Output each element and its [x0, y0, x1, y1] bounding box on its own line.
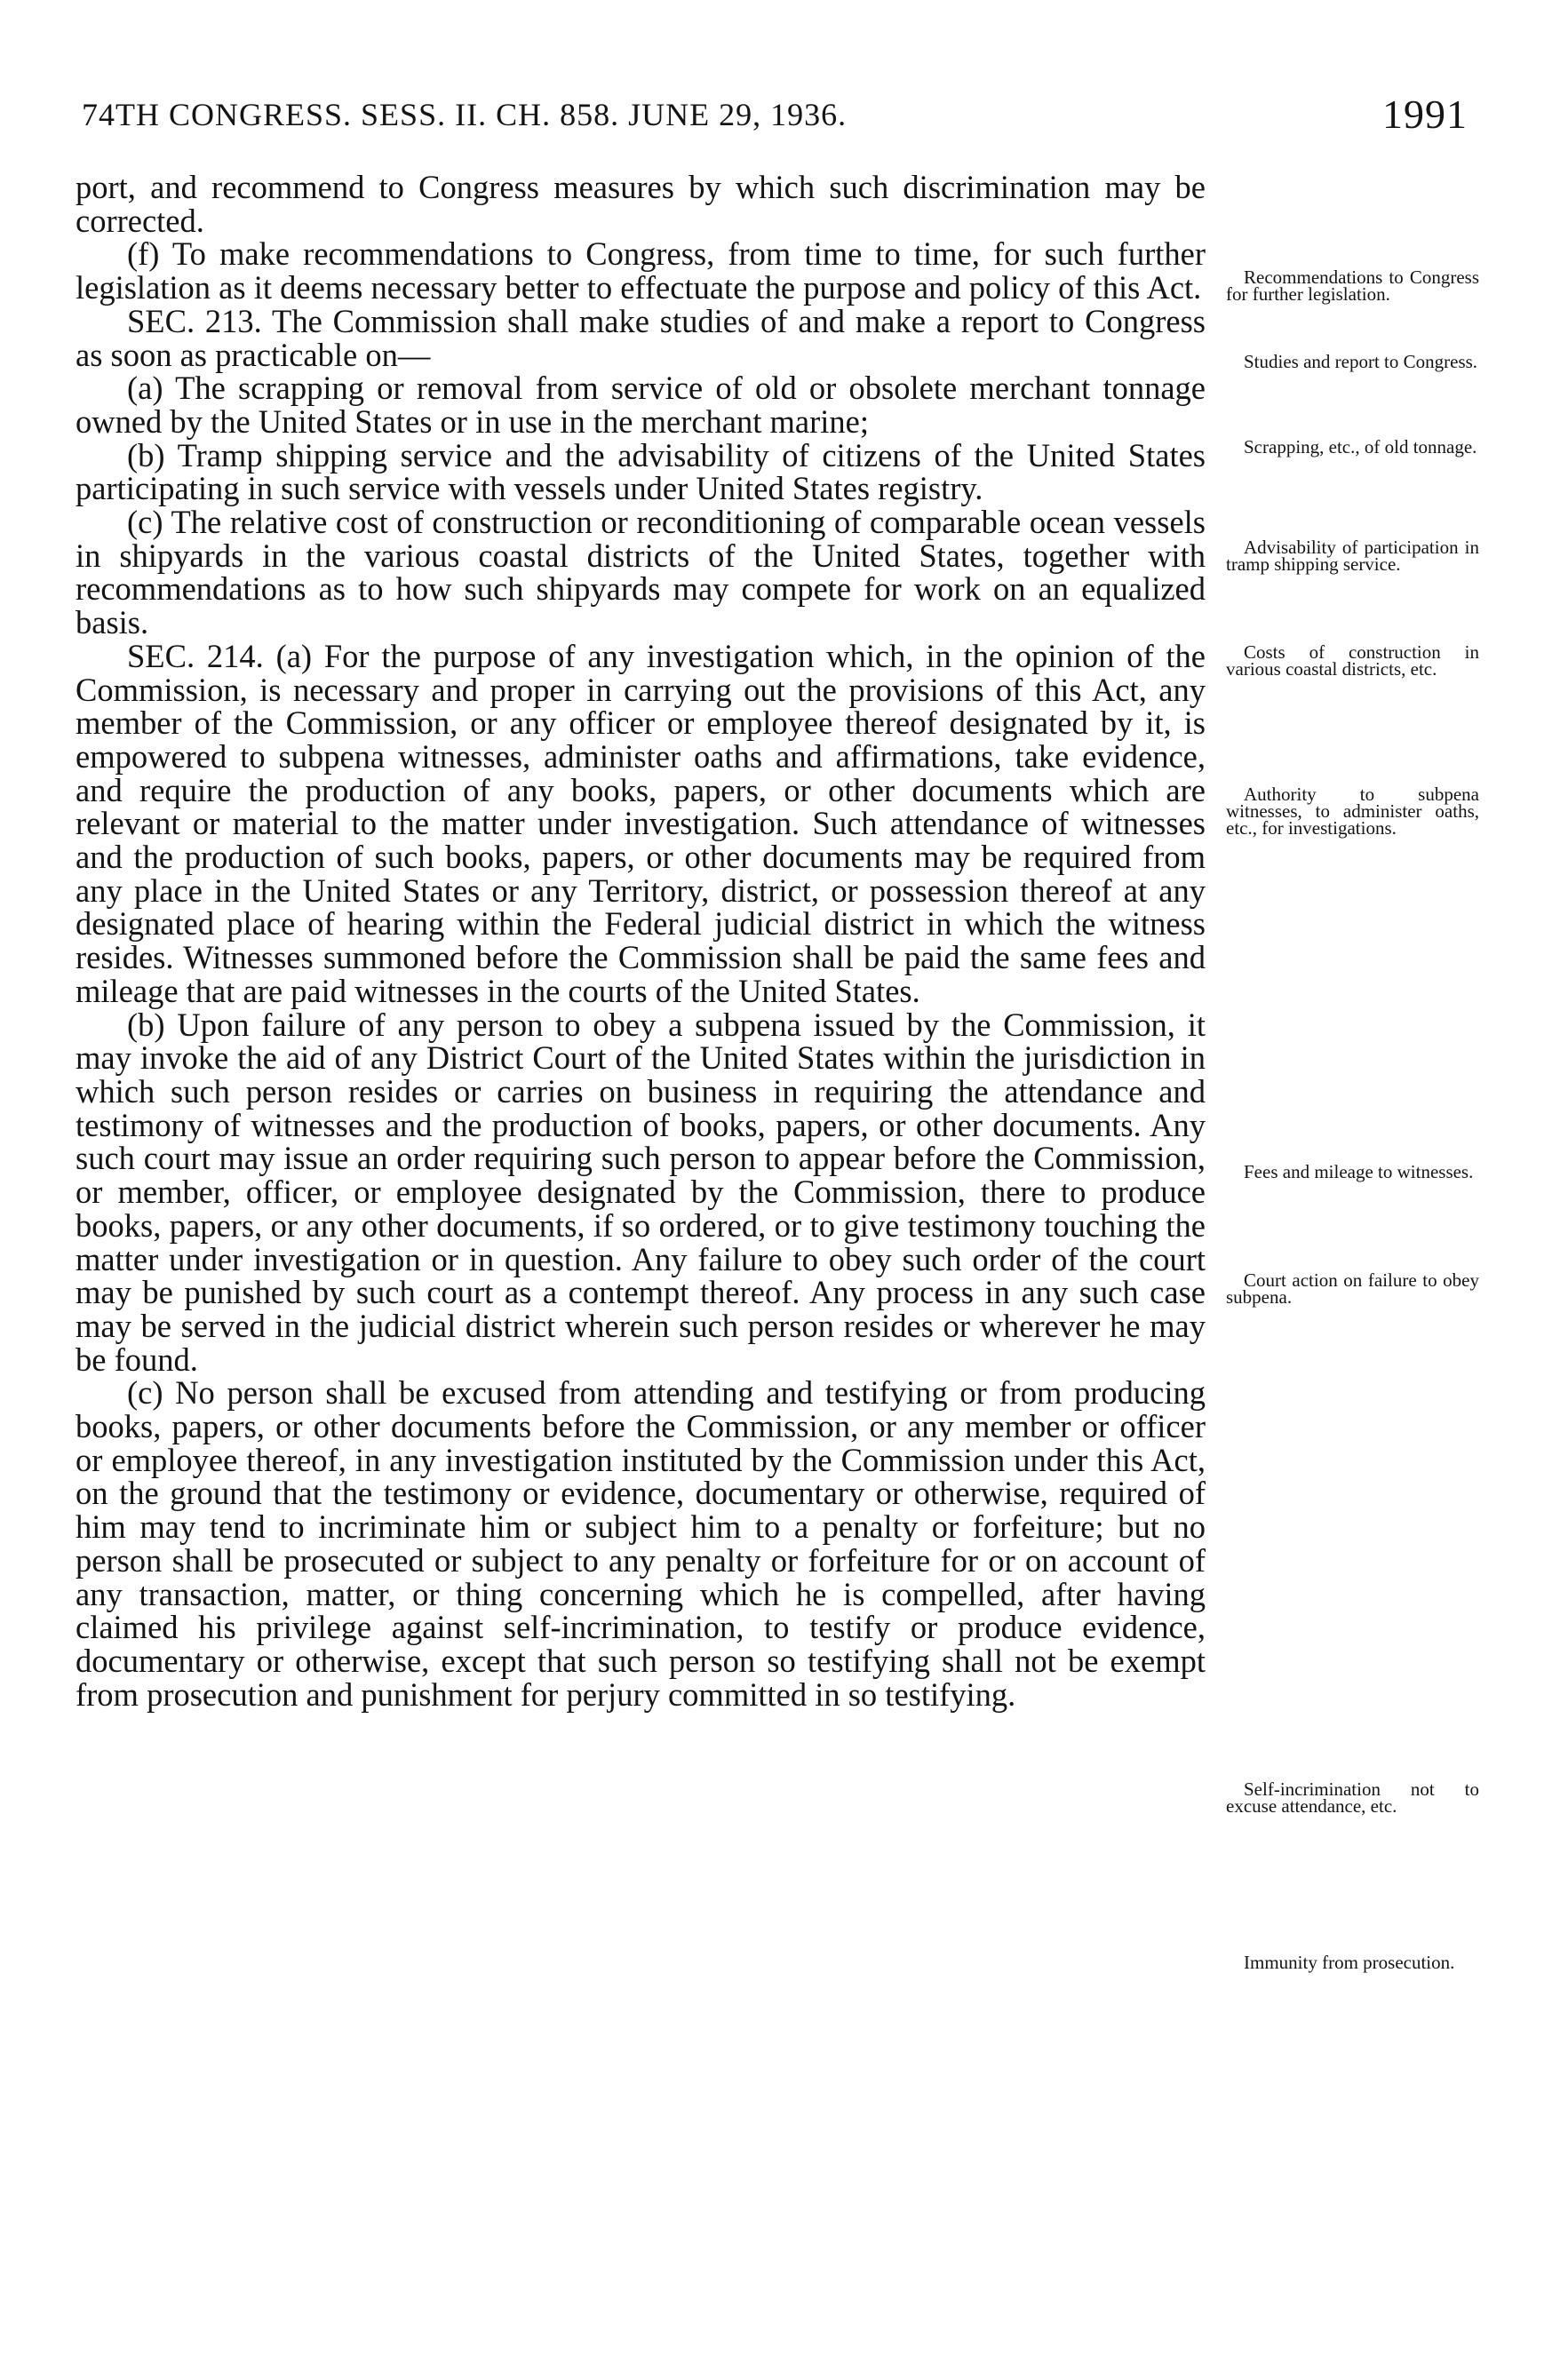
paragraph-b-tramp-shipping: (b) Tramp shipping service and the advisability of citizens of the United States participating in such service with vessels under United States registry. — [76, 436, 1206, 507]
margin-note: Self-incrimination not to excuse attendance, etc. — [1226, 1778, 1479, 1817]
paragraph-f-recommendations: (f) To make recommendations to Congress, from time to time, for such further legislation as it deems necessary better to effectuate the purpose and policy of this Act. — [76, 235, 1206, 306]
section-214 — [76, 637, 1206, 1009]
margin-note: Costs of construction in various coastal districts, etc. — [1226, 641, 1479, 680]
margin-note: Studies and report to Congress. — [1244, 351, 1478, 372]
page-number: 1991 — [1382, 91, 1468, 137]
running-head: 74TH CONGRESS. SESS. II. CH. 858. JUNE 29, 1936. — [82, 97, 848, 132]
section-label: SEC. 214. — [127, 637, 264, 674]
paragraph-b-failure-to-obey: (b) Upon failure of any person to obey a subpena issued by the Commission, it may invoke the aid of any District Court of the United States within the jurisdiction in which such person resides or carries on business in requiring the attendance and testimony of witnesses and the production of books, papers, or other documents. Any such court may issue an order requiring such person to appear before the Commission, or member, officer, or employee designated by the Commission, there to produce books, papers, or any other documents, if so ordered, or to give testimony touching the matter under investigation or in question. Any failure to obey such order of the court may be punished by such court as a contempt thereof. Any process in any such case may be served in the judicial district wherein such person resides or wherever he may be found. — [76, 1006, 1206, 1378]
margin-note: Scrapping, etc., of old tonnage. — [1244, 436, 1477, 457]
section-label: SEC. 213. — [127, 302, 262, 339]
paragraph-a-scrapping: (a) The scrapping or removal from service of old or obsolete merchant tonnage owned by the United States or in use in the merchant marine; — [76, 370, 1206, 440]
margin-note: Fees and mileage to witnesses. — [1244, 1161, 1474, 1182]
margin-note: Recommendations to Congress for further legislation. — [1226, 267, 1479, 305]
page-header — [82, 91, 1494, 149]
section-213 — [76, 302, 1206, 373]
section-text: (a) For the purpose of any investigation which, in the opinion of the Commission, is necessary and proper in carrying out the provisions of this Act, any member of the Commission, or any officer or employee thereof designated by it, is empowered to subpena witnesses, administer oaths and affirmations, take evidence, and require the production of any books, papers, or other documents which are relevant or material to the matter under investigation. Such attendance of witnesses and the production of such books, papers, or other documents may be required from any place in the United States or any Territory, district, or possession thereof at any designated place of hearing within the Federal judicial district in which the witness resides. Witnesses summoned before the Commission shall be paid the same fees and mileage that are paid witnesses in the courts of the United States. — [76, 637, 1206, 1009]
paragraph-c-self-incrimination: (c) No person shall be excused from attending and testifying or from producing books, papers, or other documents before the Commission, or any member or officer or employee thereof, in any investigation instituted by the Commission under this Act, on the ground that the testimony or evidence, documentary or otherwise, required of him may tend to incriminate him or subject him to a penalty or forfeiture; but no person shall be prosecuted or subject to any penalty or forfeiture for or on account of any transaction, matter, or thing concerning which he is compelled, after having claimed his privilege against self-incrimination, to testify or produce evidence, documentary or otherwise, except that such person so testifying shall not be exempt from prosecution and punishment for perjury committed in so testifying. — [76, 1374, 1206, 1713]
margin-note: Authority to subpena witnesses, to administer oaths, etc., for investigations. — [1226, 784, 1479, 839]
paragraph-continuation: port, and recommend to Congress measures by which such discrimination may be corrected. — [76, 169, 1206, 239]
margin-note: Court action on failure to obey subpena. — [1226, 1269, 1479, 1308]
margin-note: Immunity from prosecution. — [1244, 1952, 1455, 1973]
section-text: The Commission shall make studies of and make a report to Congress as soon as practicable on— — [76, 302, 1206, 373]
paragraph-c-construction-costs: (c) The relative cost of construction or reconditioning of comparable ocean vessels in shipyards in the various coastal districts of the United States, together with recommendations as to how such shipyards may compete for work on an equalized basis. — [76, 504, 1206, 641]
main-text — [76, 171, 1206, 1711]
margin-note: Advisability of participation in tramp shipping service. — [1226, 537, 1479, 575]
